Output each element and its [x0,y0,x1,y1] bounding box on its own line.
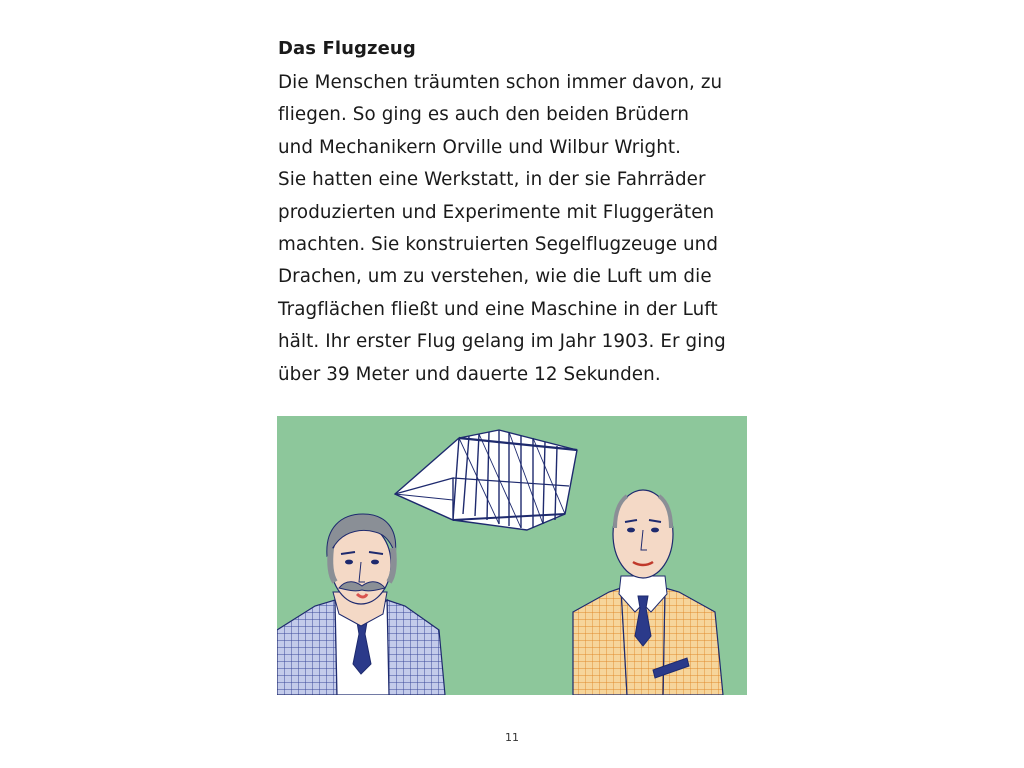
body-paragraph [278,67,758,391]
paragraph-line: fliegen. So ging es auch den beiden Brüdern [278,104,690,126]
section-heading: Das Flugzeug [278,38,416,59]
paragraph-line: machten. Sie konstruierten Segelflugzeuge und [278,234,719,256]
paragraph-line: über 39 Meter und dauerte 12 Sekunden. [278,363,661,385]
paragraph-line: Sie hatten eine Werkstatt, in der sie Fahrräder [278,169,706,191]
paragraph-line: Drachen, um zu verstehen, wie die Luft um die [278,266,712,288]
paragraph-line: hält. Ihr erster Flug gelang im Jahr 1903. Er ging [278,331,726,353]
page-number: 11 [505,731,519,744]
paragraph-line: Die Menschen träumten schon immer davon, zu [278,72,723,93]
paragraph-line: und Mechanikern Orville und Wilbur Wright. [278,136,682,158]
paragraph-line: Tragflächen fließt und eine Maschine in der Luft [278,298,718,320]
paragraph-line: produzierten und Experimente mit Fluggeräten [278,201,715,223]
wright-brothers-illustration [277,416,747,695]
